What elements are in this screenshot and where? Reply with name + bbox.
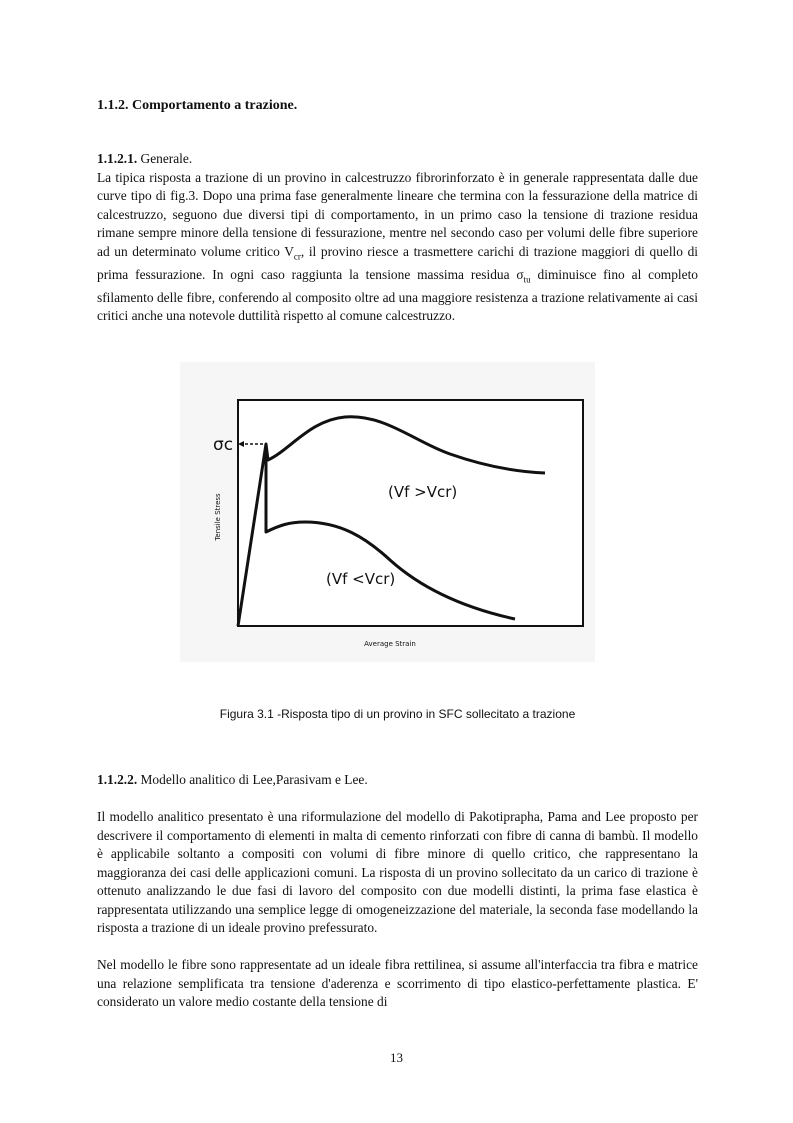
subsection-generale [97,150,698,326]
lower-curve-label: (Vf <Vcr) [326,570,396,588]
paragraph-fibre: Nel modello le fibre sono rappresentate ad un ideale fibra rettilinea, si assume all'interfaccia tra fibra e matrice una relazione semplificata tra tensione d'aderenza e scorrimento di tipo elastico-perfettamente plastica. E' considerato un valore medio costante della tensione di [97,957,698,1009]
stress-strain-figure [180,362,595,662]
body-text-b: , il provino riesce a trasmettere carichi di trazione maggiori di quello di prima fessurazione. In ogni caso raggiunta la tensione massima residua σ [97,243,698,282]
body-text-c: diminuisce fino al completo sfilamento delle fibre, conferendo al composito oltre ad una maggiore resistenza a trazione relativamente ai casi critici anche una notevole duttilità rispetto al comune calcestruzzo. [97,266,698,324]
subsection-number: 1.1.2.2. [97,772,138,787]
page-number: 13 [390,1050,403,1065]
subsection-title: Modello analitico di Lee,Parasivam e Lee. [137,772,368,787]
subsection-number: 1.1.2.1. [97,151,138,166]
subsection-modello [97,771,698,790]
subsection-title: Generale. [137,151,193,166]
y-axis-label: Tensile Stress [214,493,222,541]
sigma-c-label: σc [213,435,234,455]
body-text-a: La tipica risposta a trazione di un provino in calcestruzzo fibrorinforzato è in generale rappresentata dalle due curve tipo di fig.3. Dopo una prima fase generalmente lineare che termina con la fessurazione della matrice di calcestruzzo, seguono due diversi tipi di comportamento, in un primo caso la tensione di trazione residua rimane sempre minore della tensione di fessurazione, mentre nel secondo caso per volumi delle fibre superiore ad un determinato volume critico V [97,169,698,259]
sigma-subscript: tu [523,274,531,285]
paragraph-modello: Il modello analitico presentato è una riformulazione del modello di Pakotiprapha, Pama and Lee proposto per descrivere il comportamento di elementi in malta di cemento rinforzati con fibre di canna di bambù. Il modello è applicabile soltanto a compositi con volumi di fibre minore di quello critico, che rappresentano la maggioranza dei casi delle applicazioni comuni. La risposta di un provino sollecitato da un carico di trazione è ottenuto analizzando le due fasi di lavoro del composito con due modelli distinti, la prima fase elastica è rappresentata utilizzando una semplice legge di omogeneizzazione del materiale, la seconda fase modellando la risposta a trazione di un ideale provino prefessurato. [97,809,698,935]
figure-caption: Figura 3.1 -Risposta tipo di un provino in SFC sollecitato a trazione [219,707,576,721]
vcr-subscript: cr [293,251,301,262]
section-title: 1.1.2. Comportamento a trazione. [97,98,298,113]
x-axis-label: Average Strain [364,640,416,648]
upper-curve-label: (Vf >Vcr) [388,483,458,501]
